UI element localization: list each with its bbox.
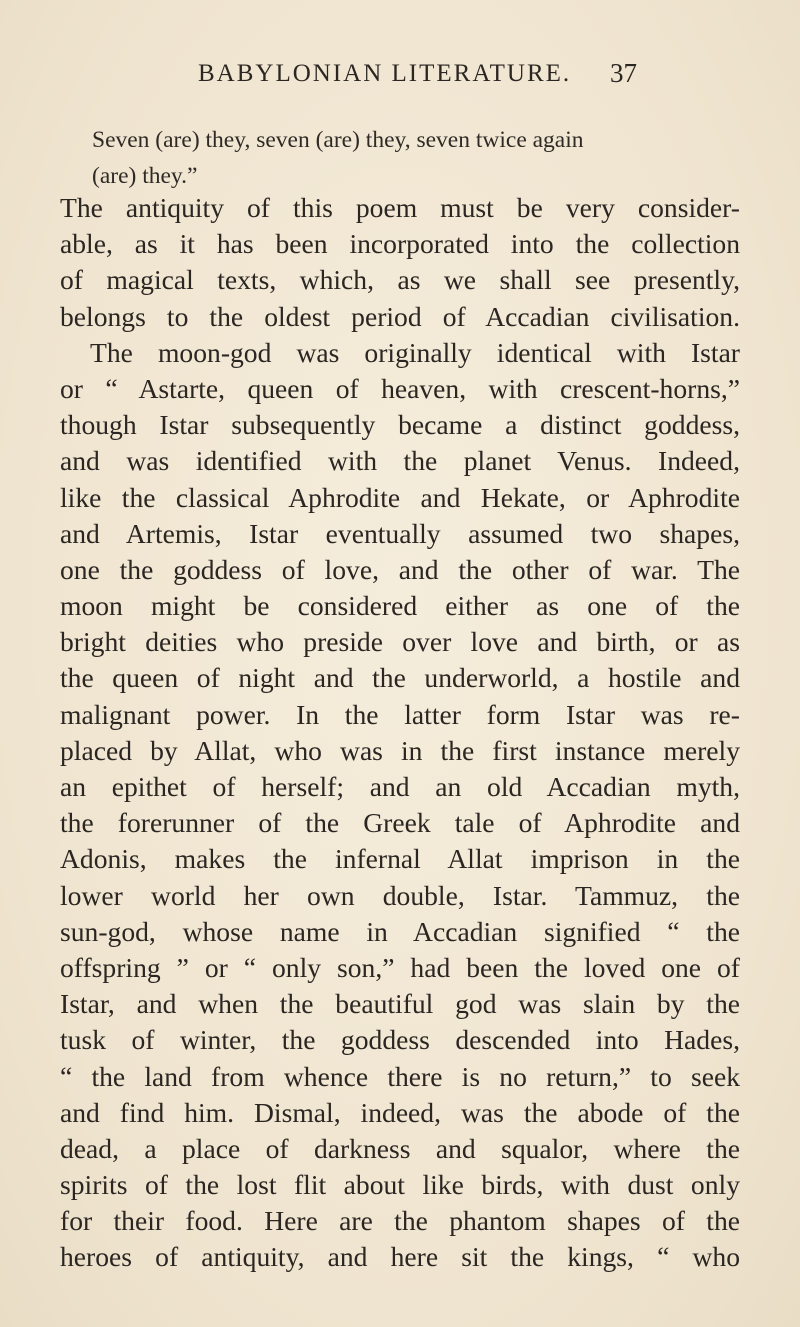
quote-line: (are) they.” — [92, 163, 198, 189]
text-line: belongs to the oldest period of Accadian civilisation. — [60, 300, 740, 332]
text-line: offspring ” or “ only son,” had been the loved one of — [60, 951, 740, 983]
text-line: and was identified with the planet Venus. Indeed, — [60, 445, 740, 477]
text-line: sun-god, whose name in Accadian signified “ the — [60, 915, 740, 947]
text-line: able, as it has been incorporated into the collection — [60, 228, 740, 260]
text-line: one the goddess of love, and the other of war. The — [60, 553, 740, 585]
page-number: 37 — [610, 58, 637, 88]
text-line: or “ Astarte, queen of heaven, with crescent-horns,” — [60, 372, 740, 404]
text-line: Adonis, makes the infernal Allat imprison in the — [60, 843, 740, 875]
text-line: the queen of night and the underworld, a hostile and — [60, 662, 740, 694]
text-line: “ the land from whence there is no return,” to seek — [60, 1060, 740, 1092]
text-line: lower world her own double, Istar. Tammuz, the — [60, 879, 740, 911]
verse-quote — [92, 122, 702, 194]
text-line: and find him. Dismal, indeed, was the abode of the — [60, 1096, 740, 1128]
text-line: moon might be considered either as one of the — [60, 590, 740, 622]
text-line: The moon-god was originally identical with Istar — [90, 336, 740, 368]
text-line: heroes of antiquity, and here sit the kings, “ who — [60, 1241, 740, 1273]
text-line: of magical texts, which, as we shall see presently, — [60, 264, 740, 296]
text-line: and Artemis, Istar eventually assumed two shapes, — [60, 517, 740, 549]
running-head-title: BABYLONIAN LITERATURE. — [198, 60, 572, 87]
quote-line: Seven (are) they, seven (are) they, seven twice again — [92, 127, 584, 153]
text-line: the forerunner of the Greek tale of Aphrodite and — [60, 807, 740, 839]
text-line: placed by Allat, who was in the first instance merely — [60, 734, 740, 766]
text-line: though Istar subsequently became a distinct goddess, — [60, 409, 740, 441]
running-head — [198, 60, 658, 88]
body-text — [60, 190, 740, 1276]
text-line: like the classical Aphrodite and Hekate, or Aphrodite — [60, 481, 740, 513]
text-line: The antiquity of this poem must be very consider- — [60, 192, 740, 223]
text-line: spirits of the lost flit about like birds, with dust only — [60, 1169, 740, 1201]
text-line: bright deities who preside over love and birth, or as — [60, 626, 740, 658]
text-line: dead, a place of darkness and squalor, where the — [60, 1132, 740, 1164]
text-line: tusk of winter, the goddess descended into Hades, — [60, 1024, 740, 1056]
text-line: malignant power. In the latter form Istar was re- — [60, 698, 740, 730]
text-line: Istar, and when the beautiful god was slain by the — [60, 988, 740, 1020]
text-line: an epithet of herself; and an old Accadian myth, — [60, 771, 740, 802]
text-line: for their food. Here are the phantom shapes of the — [60, 1205, 740, 1237]
